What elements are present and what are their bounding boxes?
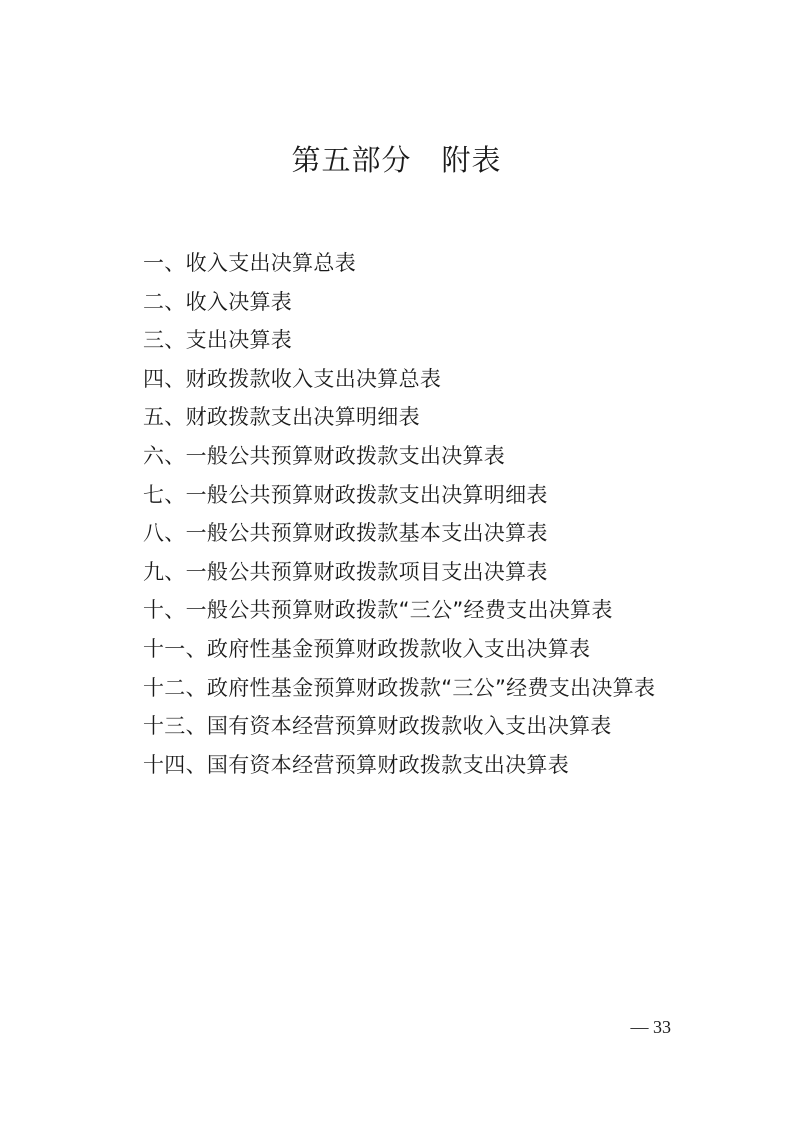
toc-item-10: 十、一般公共预算财政拨款“三公”经费支出决算表 [143, 598, 613, 623]
toc-item-7: 七、一般公共预算财政拨款支出决算明细表 [143, 482, 548, 507]
page-number: — 33 [630, 1017, 671, 1037]
toc-item-4: 四、财政拨款收入支出决算总表 [143, 366, 442, 391]
toc-item-8: 八、一般公共预算财政拨款基本支出决算表 [143, 521, 548, 546]
page-title: 第五部分 附表 [291, 143, 502, 177]
toc-item-13: 十三、国有资本经营预算财政拨款收入支出决算表 [143, 714, 612, 739]
toc-item-2: 二、收入决算表 [143, 289, 293, 314]
toc-item-12: 十二、政府性基金预算财政拨款“三公”经费支出决算表 [143, 675, 656, 700]
toc-item-3: 三、支出决算表 [143, 328, 293, 353]
toc-item-1: 一、收入支出决算总表 [143, 251, 356, 275]
toc-item-14: 十四、国有资本经营预算财政拨款支出决算表 [143, 752, 569, 777]
toc-item-11: 十一、政府性基金预算财政拨款收入支出决算表 [143, 636, 591, 661]
toc-item-6: 六、一般公共预算财政拨款支出决算表 [143, 443, 506, 468]
toc-item-5: 五、财政拨款支出决算明细表 [143, 405, 420, 430]
appendix-table-list [143, 244, 655, 784]
toc-item-9: 九、一般公共预算财政拨款项目支出决算表 [143, 559, 548, 584]
